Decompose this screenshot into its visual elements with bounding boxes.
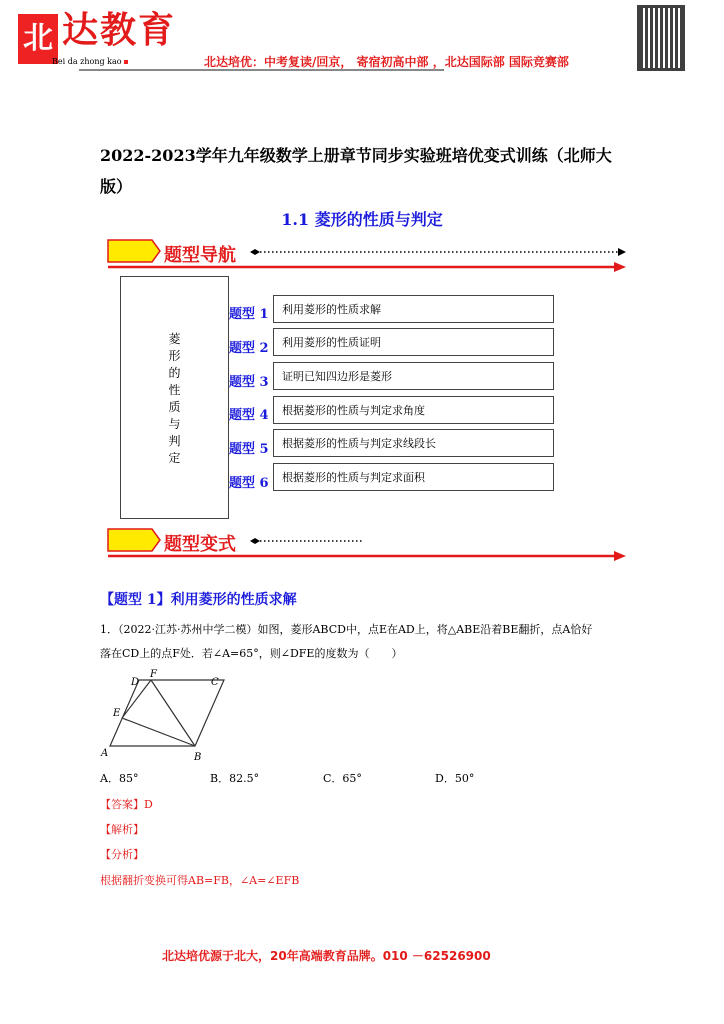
logo-dot [124,60,128,64]
nav-main-label [121,331,228,467]
label-b: B [194,752,202,763]
nav-item-4[interactable]: 根据菱形的性质与判定求角度 [273,396,554,424]
logo-subtitle: Bei da zhong kao [52,57,122,66]
label-f: F [150,669,157,680]
nav-label-2[interactable]: 题型 2 [229,341,269,356]
nav-char: 判 [168,434,181,448]
solution-label: 【解析】 [100,823,144,836]
label-d: D [131,677,140,688]
nav-char: 形 [168,349,181,363]
option-d[interactable]: D．50° [435,772,475,785]
nav-label-6[interactable]: 题型 6 [229,476,269,491]
label-a: A [101,748,109,759]
option-b[interactable]: B．82.5° [210,772,260,785]
nav-char: 质 [168,400,181,414]
nav-item-3[interactable]: 证明已知四边形是菱形 [273,362,554,390]
nav-main-box [120,276,229,519]
nav-item-5[interactable]: 根据菱形的性质与判定求线段长 [273,429,554,457]
nav-char: 的 [168,366,181,380]
nav-char: 性 [168,383,181,397]
nav-char: 与 [168,417,181,431]
nav-char: 菱 [168,332,181,346]
logo-text: 达教育 [62,9,177,51]
nav-item-1[interactable]: 利用菱形的性质求解 [273,295,554,323]
option-c[interactable]: C．65° [323,772,362,785]
label-c: C [211,677,219,688]
qr-code-icon [640,8,682,68]
nav-char: 定 [168,451,181,465]
nav-label-1[interactable]: 题型 1 [229,307,269,322]
doc-title-line1: 2022-2023学年九年级数学上册章节同步实验班培优变式训练（北师大 [100,146,612,165]
banner-nav-title: 题型导航 [164,245,236,266]
question-line2: 落在CD上的点F处．若∠A=65°，则∠DFE的度数为（ ） [100,647,403,660]
header-slogan: 北达培优：中考复读/回京， 寄宿初高中部 ，北达国际部 国际竞赛部 [204,55,569,69]
nav-label-5[interactable]: 题型 5 [229,442,269,457]
logo-mark: 北 [18,14,58,64]
question-type-heading: 【题型 1】利用菱形的性质求解 [100,592,297,608]
answer-label: 【答案】D [100,798,153,811]
analysis-label: 【分析】 [100,848,144,861]
header-divider [79,69,444,71]
nav-label-4[interactable]: 题型 4 [229,408,269,423]
nav-item-6[interactable]: 根据菱形的性质与判定求面积 [273,463,554,491]
footer-text: 北达培优源于北大，20年高端教育品牌。010 －62526900 [162,949,491,963]
rhombus-figure [98,668,228,763]
doc-title-line2: 版） [100,177,133,196]
section-title: 1.1 菱形的性质与判定 [281,210,443,229]
nav-label-3[interactable]: 题型 3 [229,375,269,390]
nav-item-2[interactable]: 利用菱形的性质证明 [273,328,554,356]
option-a[interactable]: A．85° [100,772,139,785]
label-e: E [113,708,121,719]
question-line1: 1．（2022·江苏·苏州中学二模）如图，菱形ABCD中，点E在AD上，将△ABE沿着BE翻折，点A恰好 [100,623,593,636]
banner-variant-title: 题型变式 [164,534,236,555]
analysis-text: 根据翻折变换可得AB=FB，∠A=∠EFB [100,874,300,887]
